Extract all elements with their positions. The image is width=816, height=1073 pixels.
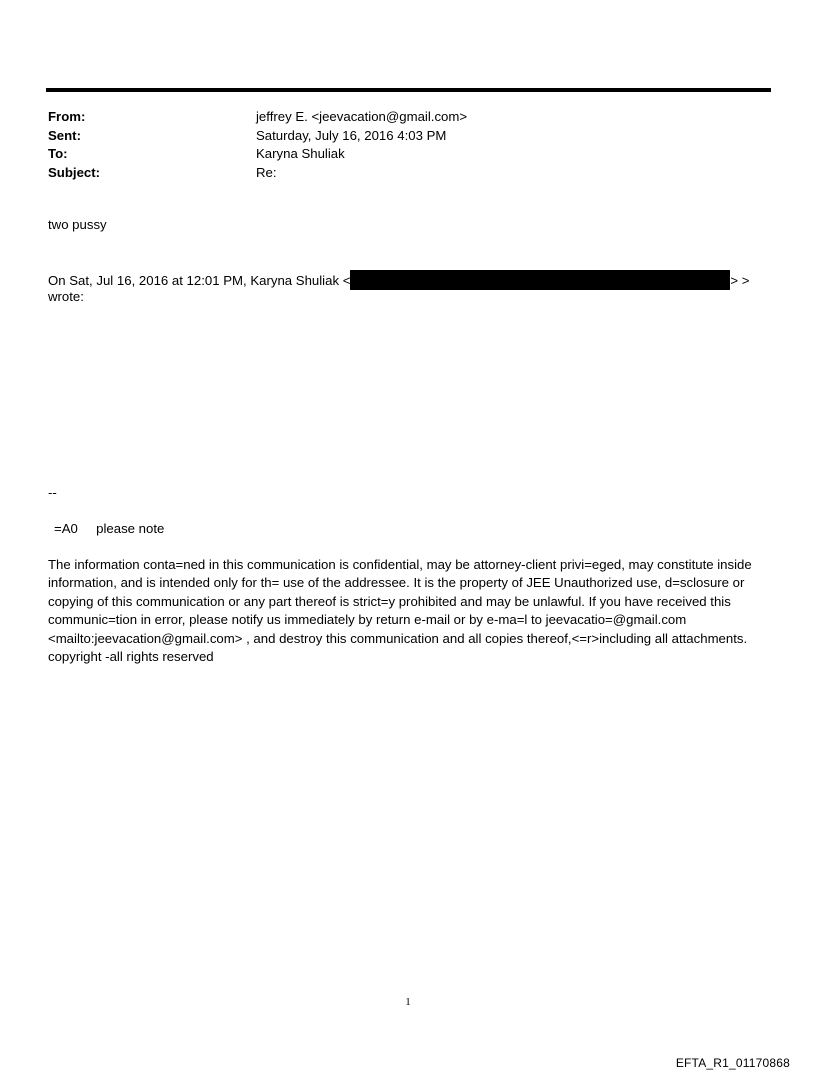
confidentiality-disclaimer: The information conta=ned in this communication is confidential, may be attorney-client privi=eged, may constitute inside information, and is intended only for th= use of the addressee. It is the property of JEE Unauthorized use, d=sclosure or copying of this communication or any part thereof is strict=y prohibited and may be unlawful. If you have received this communic=tion in error, please notify us immediately by return e-mail or by e-ma=l to jeevacatio=@gmail.com <mailto:jeevacation@gmail.com> , and destroy this communication and all copies thereof,<=r>including all attachments. copyright -all rights reserved bbox=[48, 557, 752, 665]
quote-suffix: > > bbox=[730, 273, 750, 288]
from-label: From: bbox=[48, 109, 86, 124]
sent-label: Sent: bbox=[48, 127, 81, 143]
email-header bbox=[48, 108, 748, 182]
from-value: jeffrey E. <jeevacation@gmail.com> bbox=[256, 109, 468, 124]
message-text: two pussy bbox=[48, 217, 107, 232]
quote-wrote: wrote: bbox=[48, 289, 84, 304]
quote-prefix: On Sat, Jul 16, 2016 at 12:01 PM, Karyna Shuliak < bbox=[48, 273, 351, 288]
to-value: Karyna Shuliak bbox=[256, 146, 345, 161]
sent-value: Saturday, July 16, 2016 4:03 PM bbox=[256, 127, 447, 143]
subject-label: Subject: bbox=[48, 164, 101, 180]
subject-row bbox=[48, 164, 748, 183]
quote-header bbox=[48, 270, 749, 290]
to-label: To: bbox=[48, 146, 68, 161]
signature-separator: -- bbox=[48, 485, 57, 500]
to-row bbox=[48, 145, 748, 164]
redaction-block bbox=[350, 270, 730, 290]
page-number: 1 bbox=[405, 996, 411, 1008]
header-rule bbox=[46, 88, 771, 92]
document-id: EFTA_R1_01170868 bbox=[675, 1056, 790, 1070]
please-note-line: =A0 please note bbox=[54, 521, 165, 536]
subject-value: Re: bbox=[256, 164, 277, 180]
from-row bbox=[48, 108, 748, 127]
sent-row bbox=[48, 127, 748, 146]
